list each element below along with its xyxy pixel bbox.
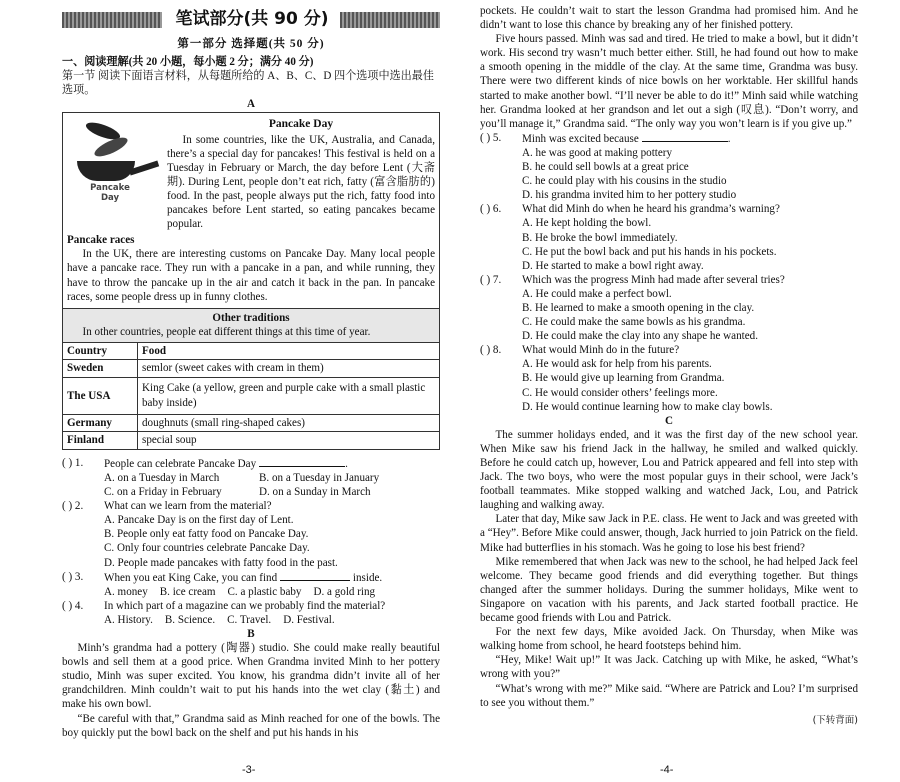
answer-option: C. Only four countries celebrate Pancake Day. xyxy=(104,542,310,555)
answer-option: A. He could make a perfect bowl. xyxy=(522,287,672,300)
option-row xyxy=(62,585,440,599)
question-item xyxy=(62,499,440,569)
question-item xyxy=(62,599,440,627)
answer-option: A. Pancake Day is on the first day of Lent. xyxy=(104,514,294,527)
banner-title: 笔试部分(共 90 分) xyxy=(164,8,340,30)
answer-bracket: ( ) 3. xyxy=(62,570,84,583)
answer-option: B. He broke the bowl immediately. xyxy=(522,231,678,244)
question-stem xyxy=(480,343,858,357)
question-stem xyxy=(62,499,440,513)
answer-bracket: ( ) 4. xyxy=(62,599,84,612)
answer-blank xyxy=(259,456,345,467)
table-cell-country: The USA xyxy=(63,377,138,414)
answer-option: C. He put the bowl back and put his hands in his pockets. xyxy=(522,245,777,258)
answer-option: C. Travel. xyxy=(227,613,272,626)
passage-a-label: A xyxy=(246,98,255,111)
questions-b xyxy=(480,131,858,414)
section-instruction: 第一节 阅读下面语言材料，从每题所给的 A、B、C、D 四个选项中选出最佳选项。 xyxy=(62,70,434,97)
continue-note: (下转背面) xyxy=(812,714,858,726)
answer-option: A. he was good at making pottery xyxy=(522,146,673,159)
other-text: In other countries, people eat different things at this time of year. xyxy=(82,325,371,338)
answer-option: B. Science. xyxy=(164,613,216,626)
passage-c-label: C xyxy=(664,414,673,427)
passage-paragraph: Mike remembered that when Jack was new to the school, he had helped Jack feel welcome. They became good friends and did everything together. But things changed after the summer holidays. During the summer holidays, Mike went to Singapore on vacation with his parents, and Jack started football practice. He became good friends with Lou and Patrick. xyxy=(480,555,858,625)
passage-paragraph: Minh’s grandma had a pottery (陶器) studio. She could make really beautiful bowls and sell them at a good price. When Grandma invited Minh to her pottery studio, Minh was super excited. You know, his grandma didn’t invite all of her grandchildren. Minh couldn’t wait to put his hands into the wet clay (黏土) and make his own bowl. xyxy=(62,642,440,711)
answer-option: D. He could make the clay into any shape he wanted. xyxy=(522,330,758,343)
option-row xyxy=(62,613,440,627)
answer-blank xyxy=(280,570,350,581)
table-cell-country: Germany xyxy=(63,414,138,432)
answer-option: C. He could make the same bowls as his grandma. xyxy=(522,316,746,329)
answer-bracket: ( ) 8. xyxy=(480,344,502,357)
pancake-pan-icon xyxy=(67,117,163,211)
table-row xyxy=(63,360,439,378)
passage-paragraph: The summer holidays ended, and it was the first day of the new school year. When Mike saw his friend Jack in the hallway, he smiled and walked quickly. Before he could catch up, however, Lou and Patrick appeared and fell into step with Jack. The two boys, who were the most popular guys in their school, were Jack’s football teammates. Mike stopped walking and watched Jack, Lou, and Patrick laughing and walking away. xyxy=(480,428,858,512)
question-stem-text: People can celebrate Pancake Day xyxy=(104,457,257,470)
answer-option: D. on a Sunday in March xyxy=(259,486,371,499)
table-row xyxy=(63,432,439,449)
passage-b-continued xyxy=(480,4,858,131)
passage-c xyxy=(480,428,858,710)
answer-bracket: ( ) 1. xyxy=(62,456,84,469)
option-row xyxy=(62,471,440,485)
passage-b xyxy=(62,641,440,740)
question-stem xyxy=(62,570,440,585)
answer-bracket: ( ) 7. xyxy=(480,273,502,286)
answer-option: D. People made pancakes with fatty food in the past. xyxy=(104,556,338,569)
question-stem-text: What can we learn from the material? xyxy=(104,500,272,513)
question-stem-text: In which part of a magazine can we probably find the material? xyxy=(104,599,386,612)
answer-option: C. a plastic baby xyxy=(227,585,302,598)
table-cell-country: Finland xyxy=(63,432,138,449)
question-stem xyxy=(480,131,858,146)
intro-paragraph: In some countries, like the UK, Australia, and Canada, there’s a special day for pancakes! This festival is held on a Tuesday in February or March, the day before Lent (大斋期). During Lent, people don’t eat rich, fatty (富含脂肪的) food. In the past, people always put the rich, fatty food into pancakes before Lent started, so eating pancakes became popular. xyxy=(167,133,435,231)
passage-paragraph: pockets. He couldn’t wait to start the lesson Grandma had promised him. And he didn’t want to lose this chance by breaking any of her finished pottery. xyxy=(480,5,858,32)
question-stem-text: What would Minh do in the future? xyxy=(522,344,680,357)
section-heading: 一、阅读理解(共 20 小题，每小题 2 分；满分 40 分) xyxy=(62,56,314,69)
table-cell-food: King Cake (a yellow, green and purple cake with a small plastic baby inside) xyxy=(138,377,440,414)
races-paragraph: In the UK, there are interesting customs on Pancake Day. Many local people have a pancake race. They run with a pancake in a pan, and while running, they have to throw the pancake up in the air and catch it back in the pan. In pancake races, some people dress up in funny clothes. xyxy=(67,248,435,303)
option-row xyxy=(62,485,440,499)
question-stem-suffix: inside. xyxy=(350,571,383,584)
right-column xyxy=(480,4,858,728)
question-text xyxy=(522,202,780,216)
passage-a-box xyxy=(62,112,440,449)
passage-paragraph: “Be careful with that,” Grandma said as Minh reached for one of the bowls. The boy quickly put the bowl back on the shelf and put his hands in his xyxy=(62,712,440,739)
question-text xyxy=(104,499,272,513)
answer-option: B. He would give up learning from Grandma. xyxy=(522,372,725,385)
answer-bracket: ( ) 6. xyxy=(480,203,502,216)
table-cell-country: Country xyxy=(63,343,138,360)
passage-paragraph: Later that day, Mike saw Jack in P.E. class. He went to Jack and was greeted with a “Hey”. Before Mike could answer, though, Jack hurried to join Patrick on the field. Mike had butterflies in his stomach. Was he going to lose his best friend? xyxy=(480,513,858,554)
page-number-left: -3- xyxy=(242,764,256,776)
answer-option: A. on a Tuesday in March xyxy=(104,471,220,484)
answer-option: D. his grandma invited him to her pottery studio xyxy=(522,189,737,202)
answer-option: A. He would ask for help from his parents. xyxy=(522,358,712,371)
table-cell-food: Food xyxy=(142,344,167,357)
questions-a xyxy=(62,456,440,627)
question-stem-text: When you eat King Cake, you can find xyxy=(104,571,278,584)
answer-option: B. on a Tuesday in January xyxy=(259,471,380,484)
question-stem xyxy=(480,202,858,216)
question-item xyxy=(480,343,858,413)
answer-option: C. He would consider others’ feelings more. xyxy=(522,386,718,399)
question-text xyxy=(104,599,385,613)
banner-bar-right xyxy=(340,12,440,28)
passage-paragraph: For the next few days, Mike avoided Jack. On Thursday, when Mike was walking home from school, he heard footsteps behind him. xyxy=(480,626,858,653)
question-text xyxy=(522,273,785,287)
answer-option: B. he could sell bowls at a great price xyxy=(522,161,689,174)
question-text xyxy=(104,570,382,585)
image-label: Pancake Day xyxy=(90,183,130,204)
question-item xyxy=(480,131,858,202)
answer-option: C. he could play with his cousins in the studio xyxy=(522,175,727,188)
answer-blank xyxy=(642,131,728,142)
answer-option: B. ice cream xyxy=(159,585,216,598)
question-stem xyxy=(62,456,440,471)
table-cell-food: special soup xyxy=(138,432,440,449)
question-stem-text: Minh was excited because xyxy=(522,132,639,145)
passage-b-label: B xyxy=(247,628,255,640)
answer-option: A. money xyxy=(104,585,148,598)
question-stem-suffix: . xyxy=(727,132,731,145)
question-item xyxy=(480,273,858,343)
passage-paragraph: “What’s wrong with me?” Mike said. “Where are Patrick and Lou? I’m surprised to see you without them.” xyxy=(480,682,858,709)
table-header-row xyxy=(63,343,439,360)
answer-option: A. History. xyxy=(104,613,153,626)
question-stem-text: What did Minh do when he heard his grandma’s warning? xyxy=(522,203,780,216)
table-row xyxy=(63,377,439,414)
other-traditions xyxy=(63,308,439,343)
question-text xyxy=(104,456,348,471)
question-stem xyxy=(62,599,440,613)
question-item xyxy=(62,570,440,599)
answer-bracket: ( ) 2. xyxy=(62,500,84,513)
other-title: Other traditions xyxy=(212,311,290,324)
answer-option: A. He kept holding the bowl. xyxy=(522,217,652,230)
passage-paragraph: Five hours passed. Minh was sad and tired. He tried to make a bowl, but it didn’t work. His second try wasn’t much better either. Still, he had found out how to make a smooth opening in the middle of the clay. At the same time, Grandma was busy. There were two different kinds of nice bowls on her worktable. Her skillful hands started to make another bowl. “I’ll never be able to do it!” Minh said while watching her. Grandma looked at her grandson and let out a sigh (叹息). “Don’t worry, and you’ll manage it,” Grandma said. “The only way you won’t learn is if you give up.” xyxy=(480,33,858,130)
table-cell-food: doughnuts (small ring-shaped cakes) xyxy=(138,414,440,432)
answer-option: D. He would continue learning how to make clay bowls. xyxy=(522,400,773,413)
table-row xyxy=(63,414,439,432)
table-cell-country: Sweden xyxy=(63,360,138,378)
question-stem-suffix: . xyxy=(345,457,348,470)
section-banner xyxy=(62,6,440,34)
question-stem xyxy=(480,273,858,287)
question-text xyxy=(522,343,679,357)
answer-option: D. a gold ring xyxy=(313,585,376,598)
answer-option: C. on a Friday in February xyxy=(104,486,222,499)
left-column xyxy=(62,0,440,740)
races-title: Pancake races xyxy=(67,234,135,247)
banner-bar-left xyxy=(62,12,162,28)
food-table xyxy=(63,343,439,449)
part-title: 第一部分 选择题(共 50 分) xyxy=(177,38,325,50)
box-title: Pancake Day xyxy=(268,118,334,131)
page-number-right: -4- xyxy=(660,764,674,776)
answer-option: B. He learned to make a smooth opening in the clay. xyxy=(522,301,755,314)
question-stem-text: Which was the progress Minh had made after several tries? xyxy=(522,273,785,286)
question-item xyxy=(480,202,858,272)
answer-option: D. He started to make a bowl right away. xyxy=(522,259,704,272)
question-text xyxy=(522,131,731,146)
question-item xyxy=(62,456,440,499)
passage-paragraph: “Hey, Mike! Wait up!” It was Jack. Catching up with Mike, he asked, “What’s wrong with you?” xyxy=(480,654,858,681)
answer-option: B. People only eat fatty food on Pancake Day. xyxy=(104,528,309,541)
answer-bracket: ( ) 5. xyxy=(480,131,502,144)
table-cell-food: semlor (sweet cakes with cream in them) xyxy=(138,360,440,378)
answer-option: D. Festival. xyxy=(283,613,335,626)
